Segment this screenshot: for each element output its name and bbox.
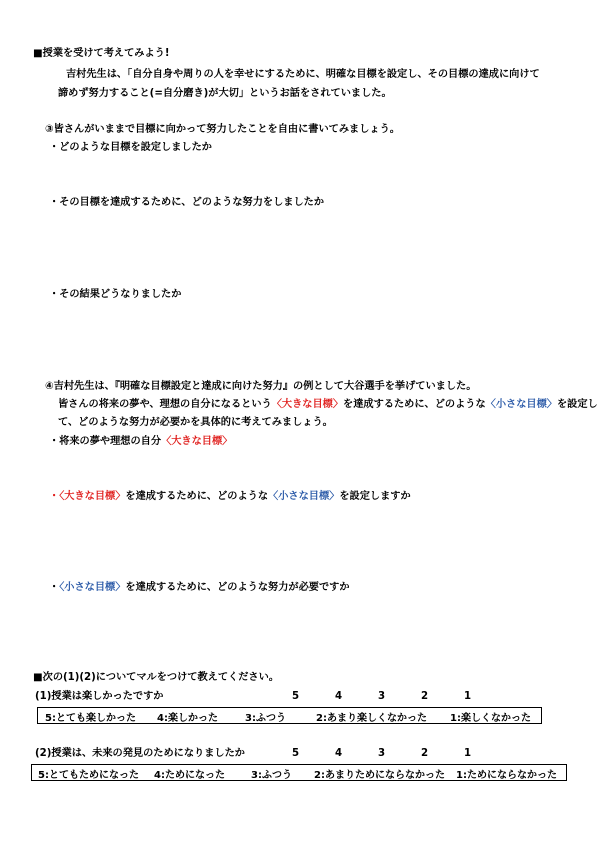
option-2[interactable]: 2:あまり楽しくなかった <box>316 713 427 724</box>
option-1[interactable]: 1:ためにならなかった <box>456 770 557 781</box>
big-goal-label: 〈大きな目標〉 <box>161 436 233 447</box>
q3-prompt-effort: ・その目標を達成するために、どのような努力をしましたか <box>49 197 325 208</box>
scale-5: 5 <box>292 748 300 759</box>
option-5[interactable]: 5:とてもためになった <box>38 770 139 781</box>
q3-title: ③皆さんがいままで目標に向かって努力したことを自由に書いてみましょう。 <box>45 124 400 135</box>
q4-line-3: て、どのような努力が必要かを具体的に考えてみましょう。 <box>58 417 333 428</box>
scale-1: 1 <box>464 691 472 702</box>
big-goal-label: 〈大きな目標〉 <box>271 399 344 410</box>
small-goal-label: 〈小さな目標〉 <box>485 399 557 410</box>
q3-prompt-goal: ・どのような目標を設定しましたか <box>49 142 212 153</box>
survey-q2-label: (2)授業は、未来の発見のためになりましたか <box>35 748 245 759</box>
survey-heading: ■次の(1)(2)についてマルをつけて教えてください。 <box>33 672 279 683</box>
q4-line2-text-a: 皆さんの将来の夢や、理想の自分になるという <box>58 399 272 410</box>
prompt-text: を設定しますか <box>339 491 411 502</box>
prompt-text: を達成するために、どのような <box>125 491 269 502</box>
scale-4: 4 <box>335 691 343 702</box>
intro-line-1: 吉村先生は、「自分自身や周りの人を幸せにするために、明確な目標を設定し、その目標の達成に向けて <box>66 69 540 80</box>
bullet: ・ <box>49 491 60 502</box>
option-3[interactable]: 3:ふつう <box>245 713 286 724</box>
intro-line-2: 諦めず努力すること(=自分磨き)が大切」というお話をされていました。 <box>58 88 392 99</box>
scale-3: 3 <box>378 748 386 759</box>
q3-prompt-result: ・その結果どうなりましたか <box>49 289 182 300</box>
option-5[interactable]: 5:とても楽しかった <box>45 713 136 724</box>
scale-3: 3 <box>378 691 386 702</box>
small-goal-label: 〈小さな目標〉 <box>268 491 340 502</box>
q4-prompt-effort <box>49 581 350 594</box>
scale-2: 2 <box>421 691 429 702</box>
option-4[interactable]: 4:ためになった <box>154 770 225 781</box>
q4-line2-text-b: を達成するために、どのような <box>343 399 486 410</box>
scale-5: 5 <box>292 691 300 702</box>
q4-line-2 <box>58 398 598 411</box>
q4-prompt-big-goal <box>49 435 232 448</box>
option-4[interactable]: 4:楽しかった <box>157 713 218 724</box>
option-1[interactable]: 1:楽しくなかった <box>450 713 531 724</box>
scale-1: 1 <box>464 748 472 759</box>
section-heading: ■授業を受けて考えてみよう! <box>33 48 170 59</box>
survey-q1-options <box>37 707 542 724</box>
option-3[interactable]: 3:ふつう <box>251 770 292 781</box>
q4-title: ④吉村先生は、『明確な目標設定と達成に向けた努力』の例として大谷選手を挙げていました。 <box>45 381 477 392</box>
survey-q1-label: (1)授業は楽しかったですか <box>35 691 164 702</box>
small-goal-label: 〈小さな目標〉 <box>59 582 126 593</box>
q4-line2-text-c: を設定し <box>556 399 598 410</box>
bullet: ・ <box>49 582 60 593</box>
prompt-text: ・将来の夢や理想の自分 <box>49 436 162 447</box>
prompt-text: を達成するために、どのような努力が必要ですか <box>125 582 350 593</box>
q4-prompt-small-goal <box>49 490 411 503</box>
scale-4: 4 <box>335 748 343 759</box>
option-2[interactable]: 2:あまりためにならなかった <box>314 770 445 781</box>
scale-2: 2 <box>421 748 429 759</box>
survey-q2-options <box>31 764 567 781</box>
big-goal-label: 〈大きな目標〉 <box>59 491 126 502</box>
